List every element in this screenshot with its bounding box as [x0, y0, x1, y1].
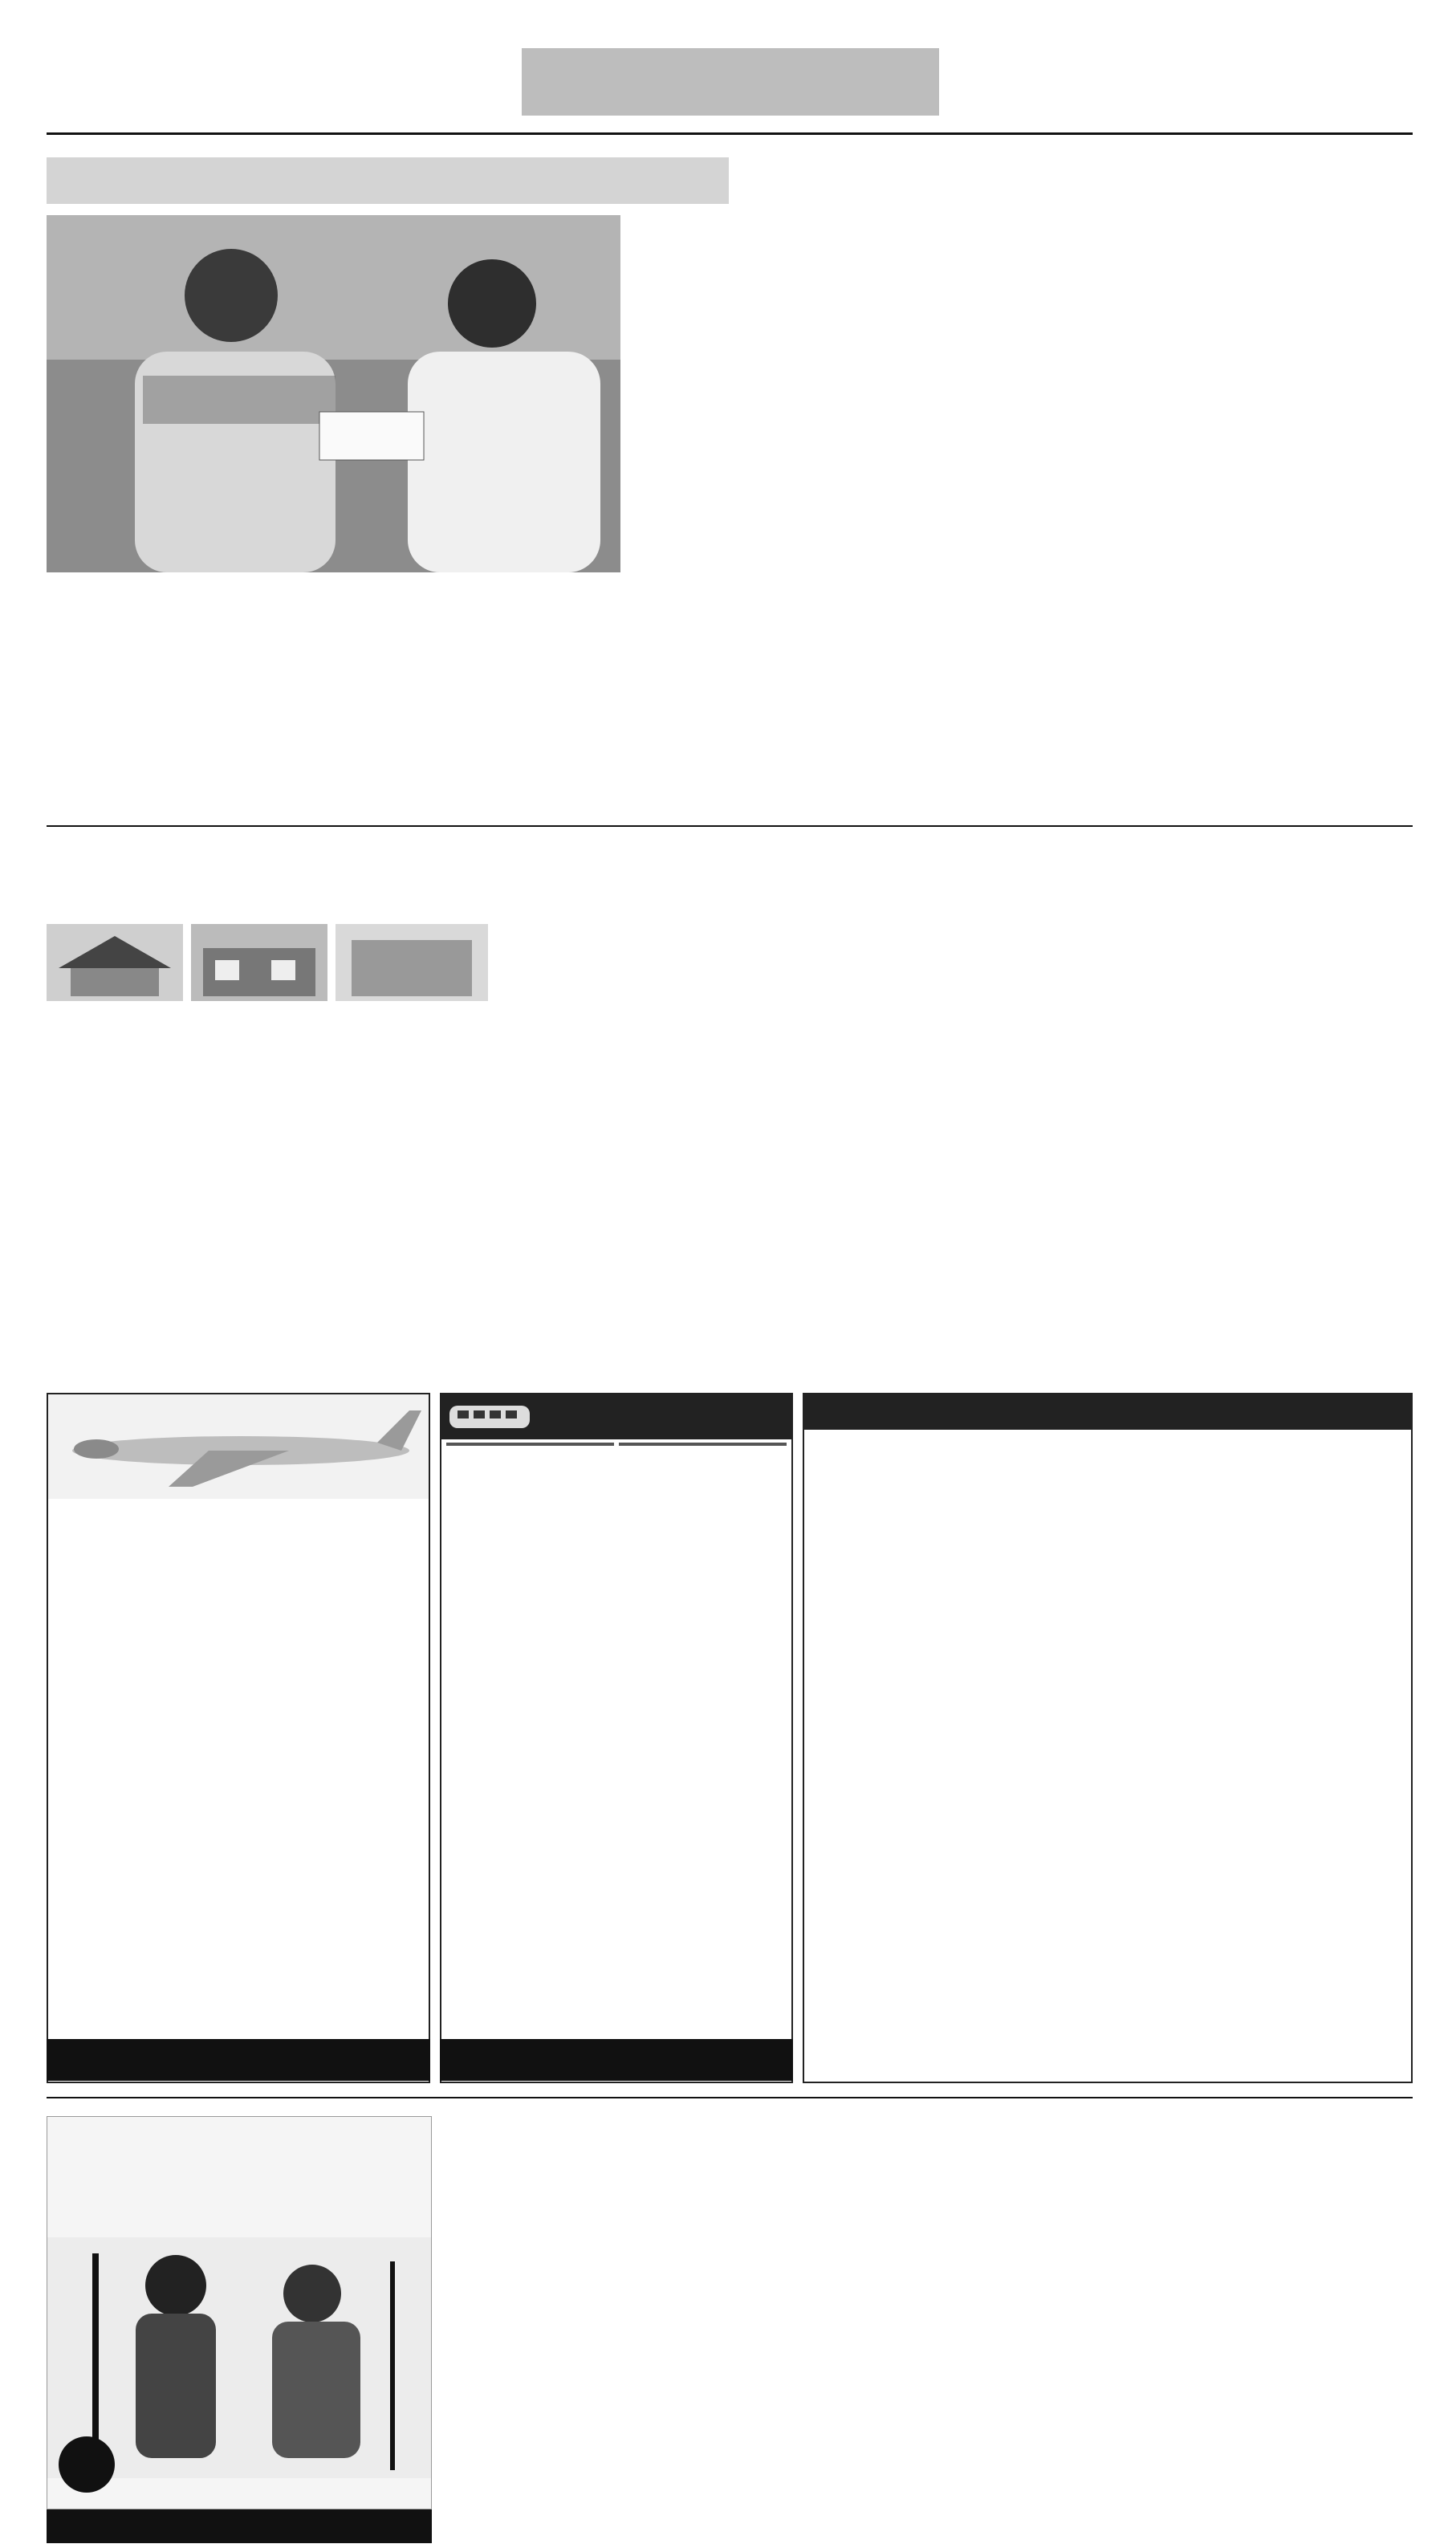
serial-title: [48, 2123, 431, 2149]
flight-footer: [47, 2039, 430, 2081]
masthead-rule: [47, 132, 1413, 135]
serial-author: [47, 2509, 432, 2543]
donation-photo-illustration: [47, 215, 620, 572]
train-columns: [441, 1439, 791, 1449]
properti-banner: [47, 924, 1413, 1001]
tv-header: [804, 1394, 1411, 1430]
train-notes: [441, 1449, 791, 1452]
lokal-label: [619, 1443, 787, 1446]
flight-schedule: [47, 1393, 430, 2083]
train-icon: [446, 1398, 535, 1436]
section-divider-2: [47, 2097, 1413, 2098]
train-footer: [440, 2039, 793, 2081]
airplane-icon: [48, 1394, 430, 1499]
train-header: [441, 1394, 791, 1439]
tv-schedule: [803, 1393, 1413, 2083]
classifieds-property: [47, 1028, 1413, 1385]
house-photos-illustration: [47, 924, 496, 1001]
episode-badge: [59, 2436, 115, 2493]
warrior-illustration: [47, 2237, 432, 2478]
flight-title: [48, 1503, 429, 1509]
classifieds-top-row: [47, 833, 1413, 922]
train-schedule: [440, 1393, 793, 2083]
jauh-label: [446, 1443, 614, 1446]
flight-sub2: [48, 1520, 429, 1530]
serial-illustration: [47, 2116, 432, 2509]
train-jauh: [446, 1443, 614, 1446]
train-lokal: [619, 1443, 787, 1446]
tv-columns: [804, 1430, 1411, 1439]
section-divider: [47, 825, 1413, 827]
story1-photo: [47, 215, 620, 572]
flight-sub1: [48, 1509, 429, 1519]
story1-headline: [47, 157, 729, 204]
newspaper-logo: [522, 48, 939, 116]
flight-notes: [48, 1530, 429, 1537]
